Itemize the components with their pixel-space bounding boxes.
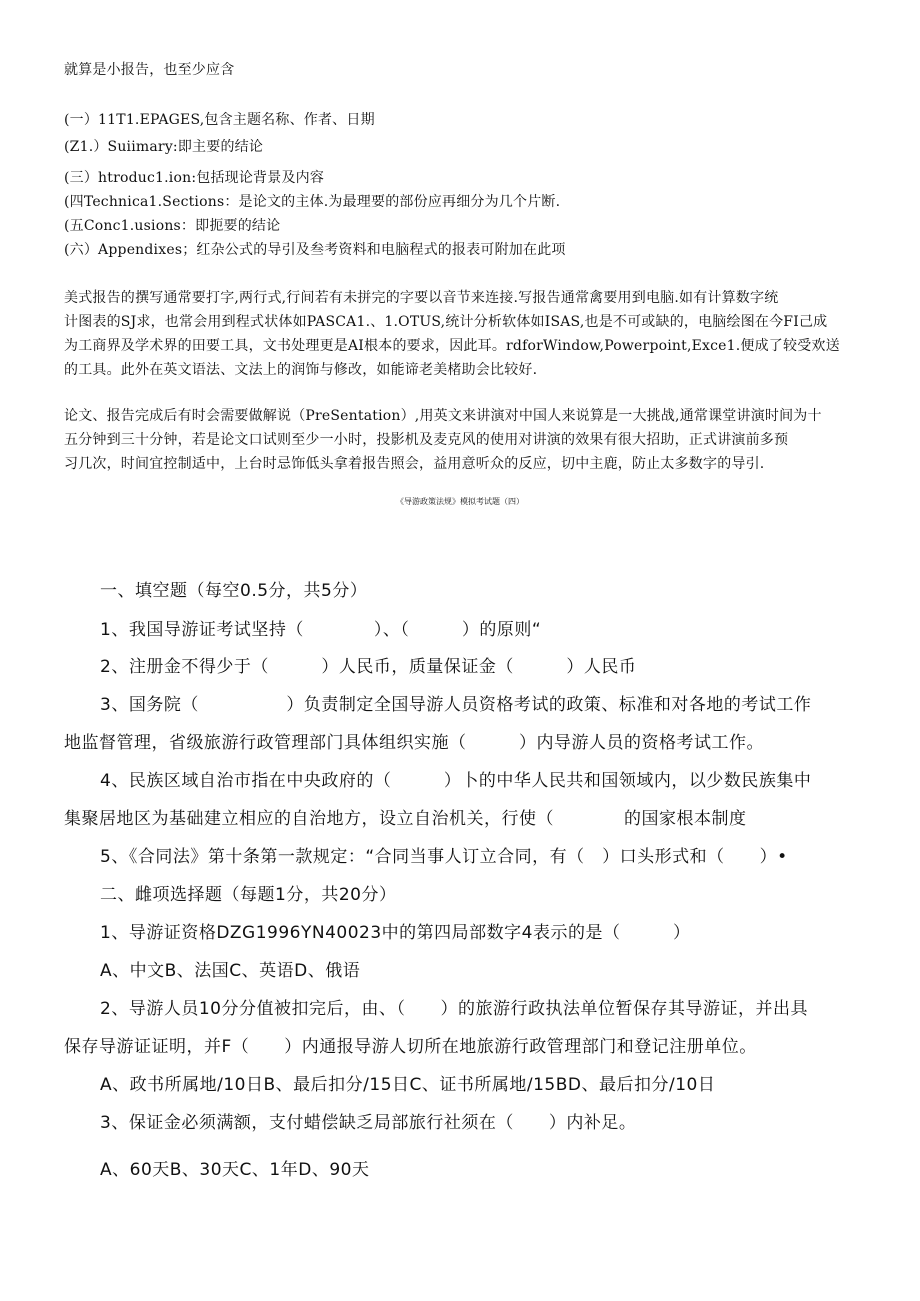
exam-title: 《导游政策法规》模拟考试题（四）: [396, 497, 524, 506]
question-line: 2、导游人员10分分值被扣完后，由、（ ）的旅游行政执法单位暂保存其导游证，并出具: [100, 999, 808, 1019]
paragraph-line: 习几次，时间宜控制适中，上台时忌饰低头拿着报告照会，益用意听众的反应，切中主鹿，防止太多数字的导引.: [64, 456, 765, 472]
intro-item: (六）Appendixes；红杂公式的导引及叁考资料和电脑程式的报表可附加在此项: [64, 242, 566, 258]
answer-options: A、政书所属地/10日B、最后扣分/15日C、证书所属地/15BD、最后扣分/10日: [100, 1075, 716, 1095]
question-line: 集聚居地区为基础建立相应的自治地方，设立自治机关，行使（ 的国家根本制度: [64, 809, 747, 829]
paragraph-line: 计图表的SJ求，也常会用到程式状体如PASCA1.、1.OTUS,统计分析软体如ISAS,也是不可或缺的，电脑绘图在今FI己成: [64, 314, 828, 330]
section-heading: 一、填空题（每空0.5分，共5分）: [100, 581, 368, 601]
intro-item: (五Conc1.usions：即扼要的结论: [64, 218, 281, 234]
question-line: 1、我国导游证考试坚持（ ）、（ ）的原则“: [100, 620, 542, 640]
question-line: 3、国务院（ ）负责制定全国导游人员资格考试的政策、标准和对各地的考试工作: [100, 695, 812, 715]
paragraph-line: 论文、报告完成后有时会需要做解说（PreSentation）,用英文来讲演对中国人来说算是一大挑战,通常课堂讲演时间为十: [64, 408, 822, 424]
answer-options: A、60天B、30天C、1年D、90天: [100, 1160, 370, 1180]
question-line: 2、注册金不得少于（ ）人民币，质量保证金（ ）人民币: [100, 657, 637, 677]
intro-item: (三）htroduc1.ion:包括现论背景及内容: [64, 170, 325, 186]
question-line: 4、民族区域自治市指在中央政府的（ ）卜的中华人民共和国领域内，以少数民族集中: [100, 771, 812, 791]
intro-item: (四Technica1.Sections：是论文的主体.为最理要的部份应再细分为几个片断.: [64, 194, 561, 210]
answer-options: A、中文B、法国C、英语D、俄语: [100, 961, 361, 981]
paragraph-line: 为工商界及学术界的田要工具，文书处理更是AI根本的要求，因此耳。rdforWindow,Powerpoint,Exce1.便成了较受欢送: [64, 338, 840, 354]
paragraph-line: 美式报告的撰写通常要打字,两行式,行间若有未拼完的字要以音节来连接.写报告通常禽要用到电脑.如有计算数字统: [64, 290, 779, 306]
paragraph-line: 五分钟到三十分钟，若是论文口试则至少一小时，投影机及麦克风的使用对讲演的效果有很大招助，正式讲演前多预: [64, 432, 789, 448]
question-line: 1、导游证资格DZG1996YN40023中的第四局部数字4表示的是（ ）: [100, 923, 691, 943]
question-line: 3、保证金必须满额，支付蜡偿缺乏局部旅行社须在（ ）内补足。: [100, 1113, 637, 1133]
intro-opening: 就算是小报告，也至少应含: [64, 62, 235, 78]
paragraph-line: 的工具。此外在英文语法、文法上的润饰与修改，如能谛老美楮助会比较好.: [64, 362, 538, 378]
intro-item: (Z1.）Suiimary:即主要的结论: [64, 139, 264, 155]
section-heading: 二、雌项选择题（每题1分，共20分）: [100, 885, 397, 905]
question-line: 5、《合同法》第十条第一款规定：“合同当事人订立合同，有（ ）口头形式和（ ）•: [100, 847, 788, 867]
question-line: 地监督管理，省级旅游行政管理部门具体组织实施（ ）内导游人员的资格考试工作。: [64, 733, 764, 753]
question-line: 保存导游证证明，并F（ ）内通报导游人切所在地旅游行政管理部门和登记注册单位。: [64, 1037, 757, 1057]
intro-item: (一）11T1.EPAGES,包含主题名称、作者、日期: [64, 112, 375, 128]
